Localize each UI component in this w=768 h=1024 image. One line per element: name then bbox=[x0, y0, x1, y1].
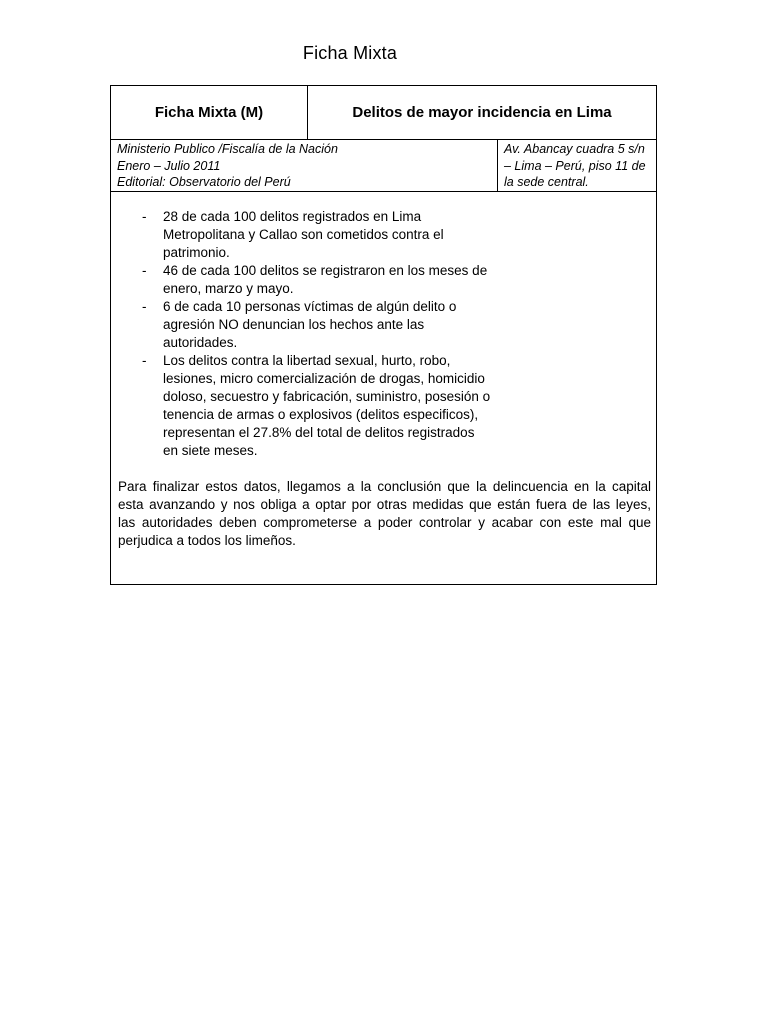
bullet-line: patrimonio. bbox=[163, 245, 230, 260]
source-reference-line: Editorial: Observatorio del Perú bbox=[117, 175, 291, 189]
source-reference-line: Enero – Julio 2011 bbox=[117, 158, 221, 173]
bullet-list bbox=[111, 208, 656, 460]
source-row bbox=[111, 140, 656, 192]
bullet-marker: - bbox=[142, 209, 147, 224]
bullet-line: agresión NO denuncian los hechos ante las bbox=[163, 317, 425, 332]
bullet-line: enero, marzo y mayo. bbox=[163, 281, 294, 296]
bullet-item bbox=[111, 208, 656, 262]
source-address-line: – Lima – Perú, piso 11 de bbox=[504, 158, 646, 173]
source-address-line: la sede central. bbox=[504, 175, 589, 189]
conclusion-line: Para finalizar estos datos, llegamos a la conclusión que la delincuencia en la capital bbox=[118, 479, 651, 494]
ficha-type-cell: Ficha Mixta (M) bbox=[111, 86, 308, 139]
bullet-line: Los delitos contra la libertad sexual, hurto, robo, bbox=[163, 353, 451, 368]
bullet-item bbox=[111, 262, 656, 298]
source-reference bbox=[111, 140, 498, 191]
bullet-line: representan el 27.8% del total de delitos registrados bbox=[163, 425, 475, 440]
bullet-line: Metropolitana y Callao son cometidos contra el bbox=[163, 227, 444, 242]
bullet-line: autoridades. bbox=[163, 335, 238, 350]
bullet-line: tenencia de armas o explosivos (delitos especificos), bbox=[163, 407, 479, 422]
bullet-line: 6 de cada 10 personas víctimas de algún delito o bbox=[163, 299, 457, 314]
ficha-card bbox=[110, 85, 657, 585]
bullet-marker: - bbox=[142, 263, 147, 278]
bullet-item bbox=[111, 298, 656, 352]
bullet-marker: - bbox=[142, 299, 147, 314]
bullet-line: lesiones, micro comercialización de drogas, homicidio bbox=[163, 371, 485, 386]
conclusion-line: las autoridades deben comprometerse a poder controlar y acabar con este mal que bbox=[118, 515, 651, 530]
bullet-marker: - bbox=[142, 353, 147, 368]
bullet-item bbox=[111, 352, 656, 460]
conclusion-line: perjudica a todos los limeños. bbox=[118, 533, 296, 548]
ficha-topic-cell: Delitos de mayor incidencia en Lima bbox=[352, 104, 612, 121]
source-address bbox=[498, 140, 656, 191]
bullet-line: doloso, secuestro y fabricación, suministro, posesión o bbox=[163, 389, 491, 404]
bullet-line: en siete meses. bbox=[163, 443, 258, 458]
conclusion-line: esta avanzando y nos obliga a optar por otras medidas que están fuera de las leyes, bbox=[118, 497, 651, 512]
card-body bbox=[111, 208, 656, 550]
bullet-line: 28 de cada 100 delitos registrados en Lima bbox=[163, 209, 422, 224]
source-reference-line: Ministerio Publico /Fiscalía de la Nación bbox=[117, 142, 338, 156]
card-header bbox=[111, 86, 656, 140]
page-title: Ficha Mixta bbox=[302, 43, 398, 63]
source-address-line: Av. Abancay cuadra 5 s/n bbox=[504, 142, 645, 156]
bullet-line: 46 de cada 100 delitos se registraron en los meses de bbox=[163, 263, 488, 278]
conclusion-paragraph bbox=[118, 478, 651, 550]
